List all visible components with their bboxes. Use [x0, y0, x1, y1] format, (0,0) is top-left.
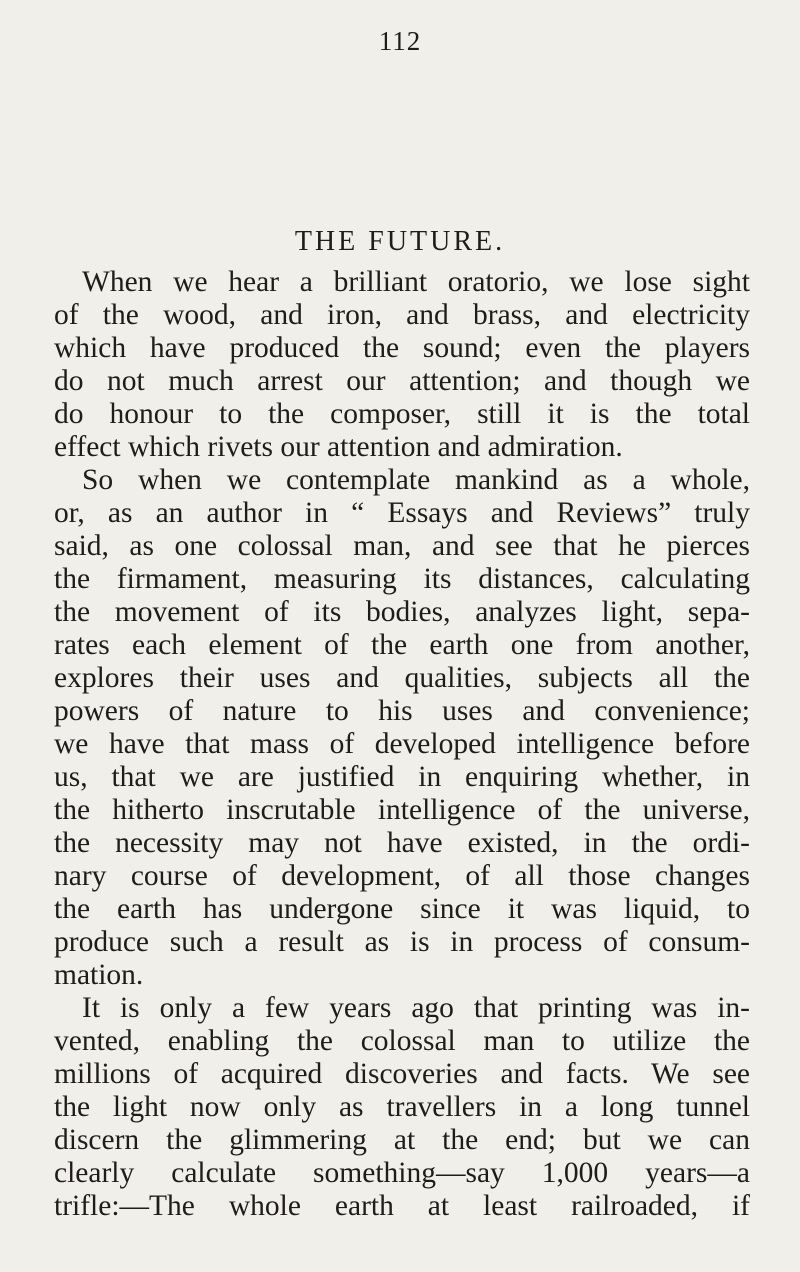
text-line: do not much arrest our attention; and though we: [54, 365, 750, 397]
text-line: vented, enabling the colossal man to utilize the: [54, 1025, 750, 1057]
page-number: 112: [378, 26, 422, 56]
text-line: produce such a result as is in process of consum-: [54, 926, 750, 958]
text-line: powers of nature to his uses and convenience;: [54, 695, 750, 727]
text-line: we have that mass of developed intelligence before: [54, 728, 750, 760]
text-line: the hitherto inscrutable intelligence of the universe,: [54, 794, 750, 826]
text-line: the light now only as travellers in a long tunnel: [54, 1091, 750, 1123]
text-line: the movement of its bodies, analyzes light, sepa-: [54, 596, 750, 628]
text-line: mation.: [54, 959, 144, 991]
text-line: trifle:—The whole earth at least railroaded, if: [54, 1190, 750, 1222]
text-line: the necessity may not have existed, in the ordi-: [54, 827, 750, 859]
text-line: said, as one colossal man, and see that he pierces: [54, 530, 750, 562]
text-line: which have produced the sound; even the players: [54, 332, 750, 364]
chapter-title: THE FUTURE.: [294, 226, 506, 257]
text-line: the earth has undergone since it was liquid, to: [54, 893, 750, 925]
text-line: It is only a few years ago that printing was in-: [82, 992, 750, 1024]
text-line: us, that we are justified in enquiring whether, in: [54, 761, 750, 793]
text-line: millions of acquired discoveries and facts. We see: [54, 1058, 750, 1090]
text-line: of the wood, and iron, and brass, and electricity: [54, 299, 750, 331]
text-line: When we hear a brilliant oratorio, we lose sight: [82, 266, 750, 298]
text-line: do honour to the composer, still it is the total: [54, 398, 750, 430]
text-line: nary course of development, of all those changes: [54, 860, 750, 892]
text-line: rates each element of the earth one from another,: [54, 629, 750, 661]
text-line: explores their uses and qualities, subjects all the: [54, 662, 750, 694]
text-line: the firmament, measuring its distances, calculating: [54, 563, 750, 595]
text-line: or, as an author in “ Essays and Reviews” truly: [54, 497, 750, 529]
text-line: effect which rivets our attention and admiration.: [54, 431, 623, 463]
text-line: discern the glimmering at the end; but we can: [54, 1124, 750, 1156]
text-line: So when we contemplate mankind as a whole,: [82, 464, 750, 496]
text-line: clearly calculate something—say 1,000 years—a: [54, 1157, 750, 1189]
